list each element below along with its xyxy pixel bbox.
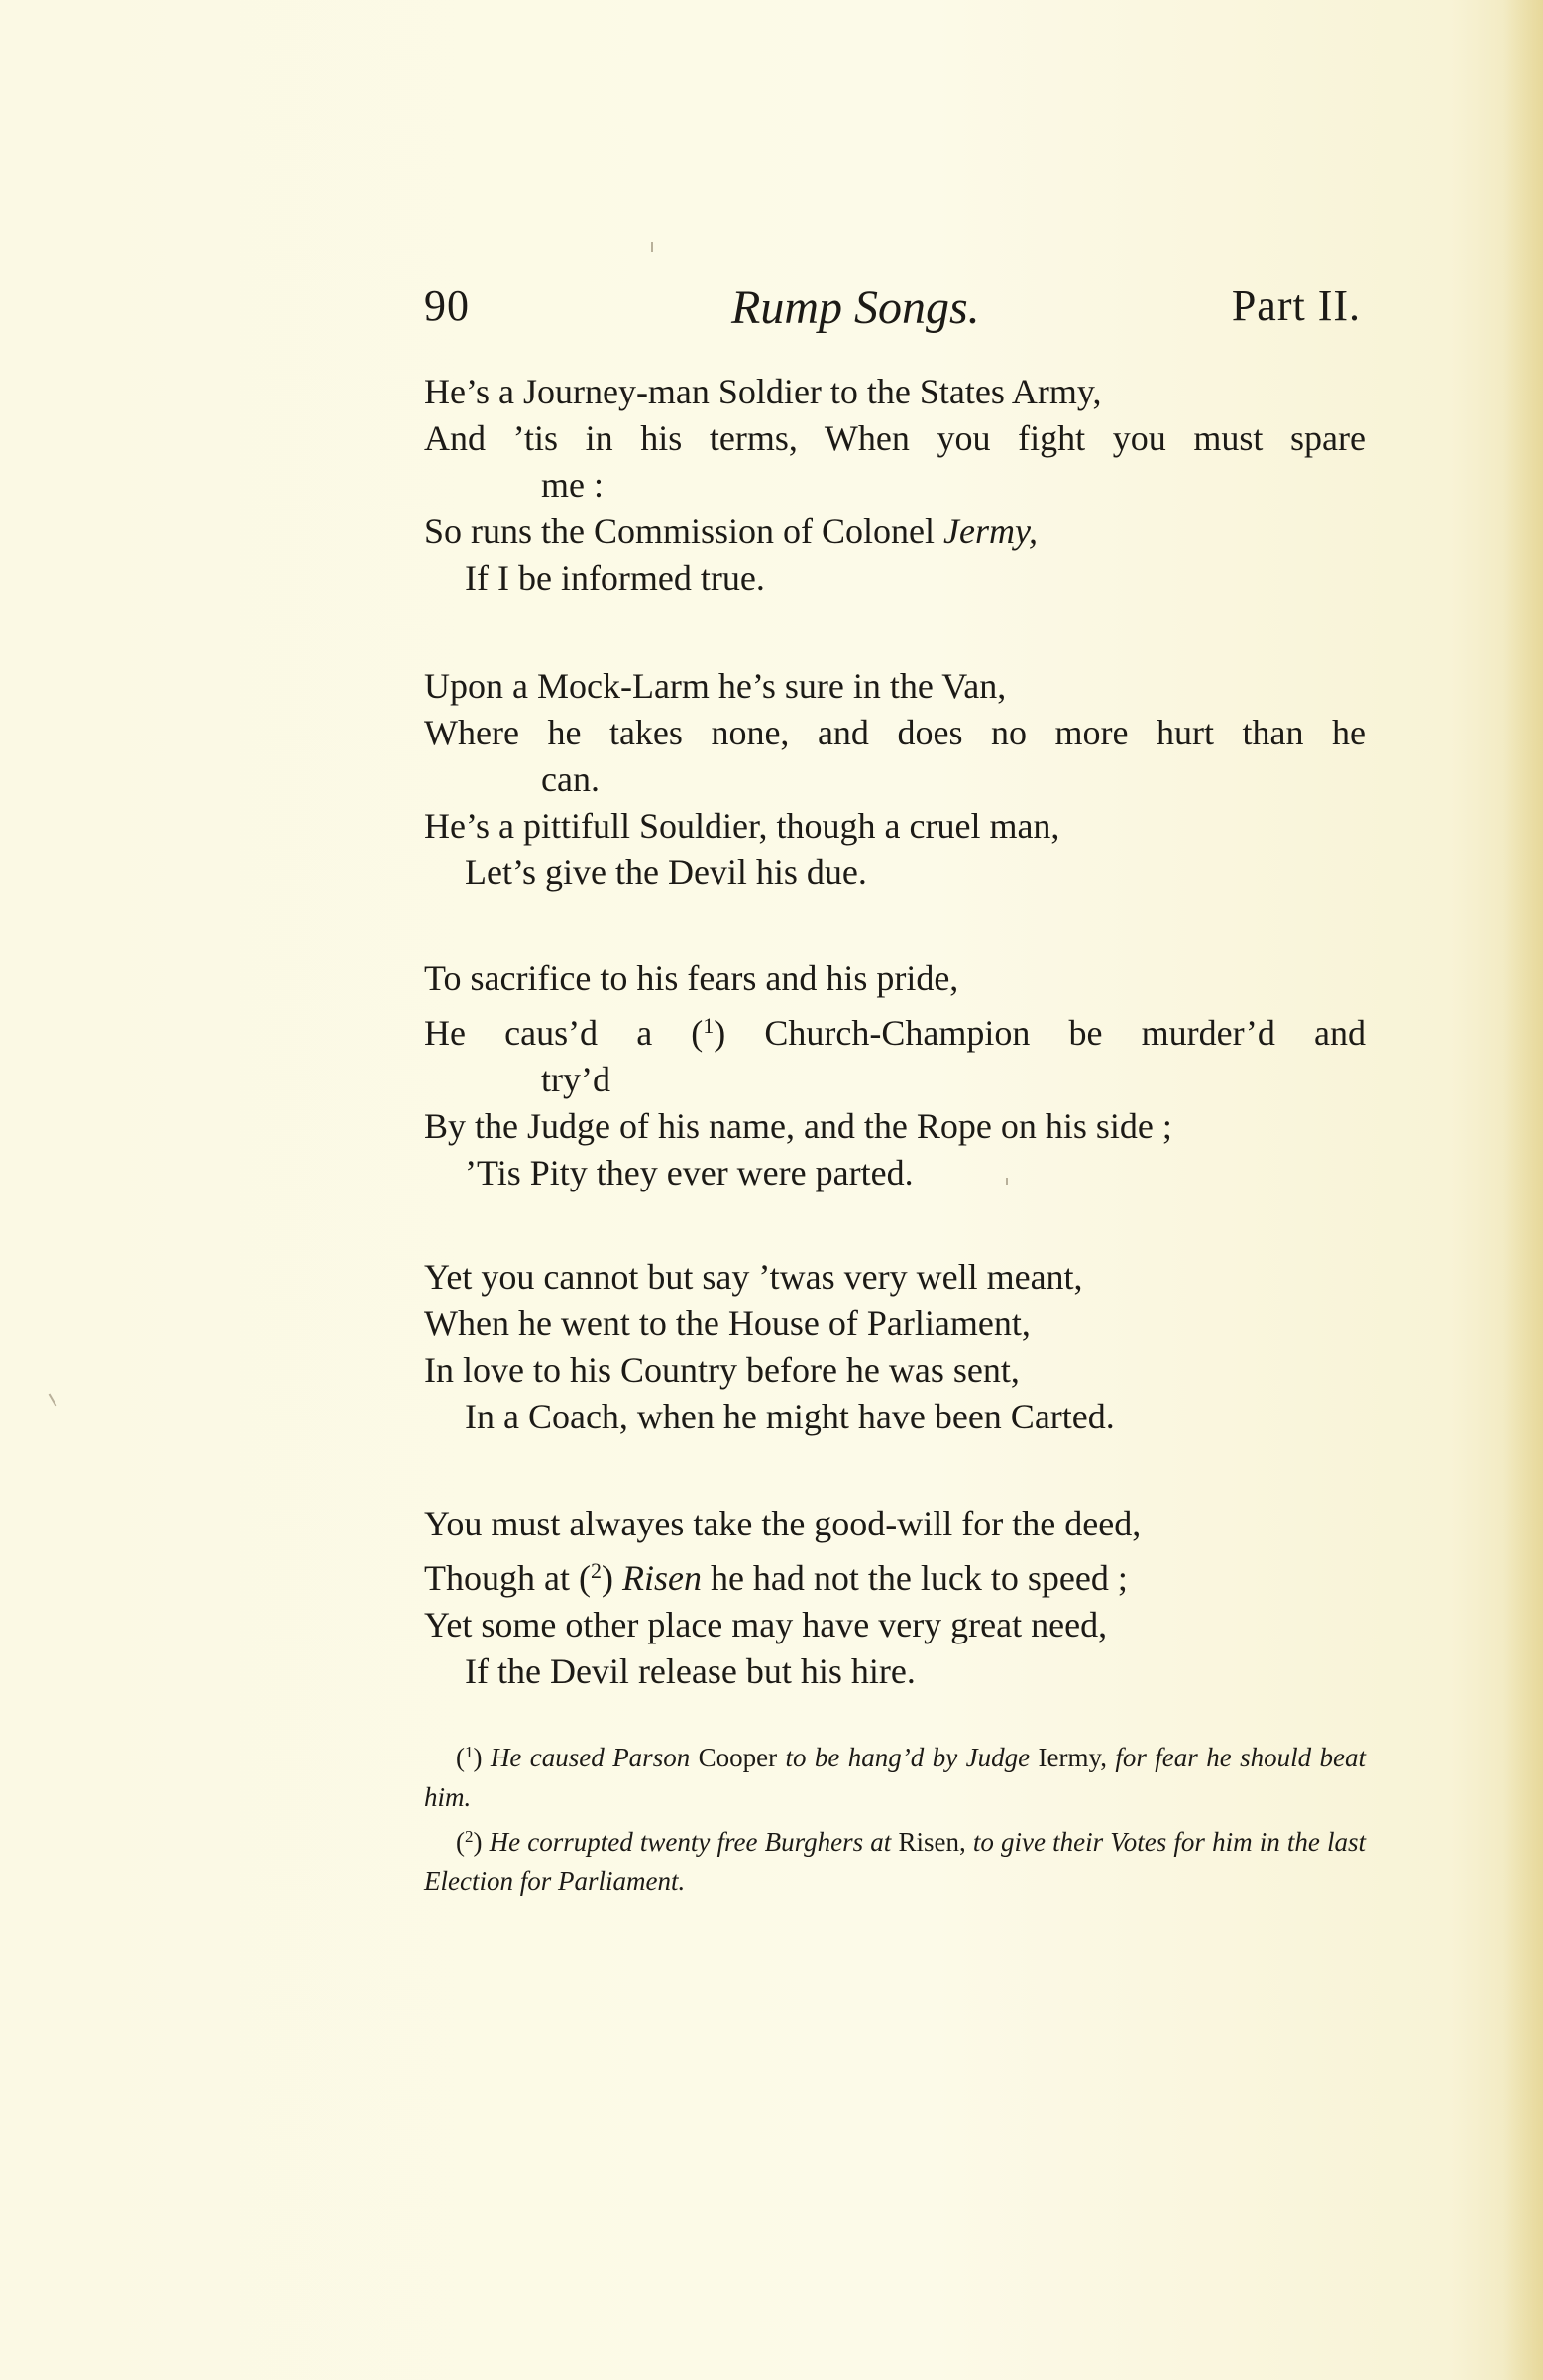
footnotes (424, 1733, 1366, 1901)
verse-line: Upon a Mock-Larm he’s sure in the Van, (424, 666, 1007, 706)
page-number: 90 (424, 282, 470, 330)
running-head (424, 281, 1361, 340)
footnote-reference: 2 (590, 1558, 602, 1583)
verse-line-refrain: ’Tis Pity they ever were parted. (465, 1153, 914, 1192)
stanza-5 (424, 1501, 1366, 1695)
verse-place-italic: Risen (621, 1558, 702, 1598)
page-edge-shadow (1503, 0, 1543, 2380)
verse-text: ) Church-Champion be murder’d and (714, 1013, 1367, 1053)
footnote-name: Cooper (698, 1743, 778, 1772)
verse-line-refrain: In a Coach, when he might have been Carted. (465, 1397, 1115, 1436)
part-label: Part II. (1231, 282, 1361, 330)
footnote-paren: ( (456, 1743, 465, 1772)
verse-line-refrain: Let’s give the Devil his due. (465, 852, 867, 892)
verse-line-refrain: If the Devil release but his hire. (465, 1651, 916, 1691)
footnote-number: 1 (465, 1743, 474, 1761)
verse-line (424, 509, 1366, 555)
verse-line: In love to his Country before he was sent, (424, 1350, 1020, 1390)
footnote-text: He caused Parson (482, 1743, 699, 1772)
verse-line-refrain: If I be informed true. (465, 558, 765, 598)
verse-text: he had not the luck to speed ; (701, 1558, 1128, 1598)
verse-line: Yet you cannot but say ’twas very well meant, (424, 1257, 1083, 1297)
verse-text: Though at ( (424, 1558, 591, 1598)
paper-speck (49, 1393, 57, 1406)
footnote-2 (424, 1817, 1366, 1901)
verse-name-italic: Jermy, (943, 511, 1038, 551)
footnote-reference: 1 (703, 1013, 715, 1038)
verse-line: You must alwayes take the good-will for the deed, (424, 1504, 1142, 1543)
stanza-4 (424, 1254, 1366, 1440)
footnote-text: to be hang’d by Judge (777, 1743, 1039, 1772)
footnote-paren: ) (473, 1743, 483, 1772)
verse-line: When he went to the House of Parliament, (424, 1303, 1031, 1343)
verse-text: ) (601, 1558, 622, 1598)
footnote-name: Iermy, (1038, 1743, 1107, 1772)
verse-line: He’s a pittifull Souldier, though a cruel man, (424, 806, 1060, 846)
verse-line: Yet some other place may have very great need, (424, 1605, 1108, 1644)
verse-line: To sacrifice to his fears and his pride, (424, 959, 959, 998)
verse-line-continuation: try’d (541, 1060, 610, 1099)
running-title: Rump Songs. (731, 282, 980, 334)
paper-speck (651, 242, 653, 252)
verse-line: Where he takes none, and does no more hurt than he (424, 713, 1366, 752)
footnote-number: 2 (465, 1827, 474, 1846)
verse-line (424, 1002, 1366, 1057)
footnote-marker (424, 1743, 483, 1772)
verse-text: So runs the Commission of Colonel (424, 511, 944, 551)
footnote-text: for fear he should beat him. (424, 1743, 1367, 1812)
footnote-marker (424, 1827, 483, 1857)
footnote-place: Risen, (898, 1827, 966, 1857)
verse-line: By the Judge of his name, and the Rope on his side ; (424, 1106, 1172, 1146)
verse-line-continuation: can. (541, 759, 600, 799)
verse-line-continuation: me : (541, 465, 604, 505)
verse-line: And ’tis in his terms, When you fight you must spare (424, 418, 1366, 458)
verse-line: He’s a Journey-man Soldier to the States Army, (424, 372, 1102, 411)
footnote-text: to give their Votes for him in the last Election for Parliament. (424, 1827, 1367, 1896)
footnote-1 (424, 1733, 1366, 1817)
footnote-paren: ( (456, 1827, 465, 1857)
verse-text: He caus’d a ( (424, 1013, 704, 1053)
footnote-paren: ) (473, 1827, 483, 1857)
verse-line (424, 1547, 1366, 1602)
stanza-1 (424, 369, 1366, 602)
footnote-text: He corrupted twenty free Burghers at (482, 1827, 899, 1857)
stanza-3 (424, 956, 1366, 1196)
stanza-2 (424, 663, 1366, 896)
